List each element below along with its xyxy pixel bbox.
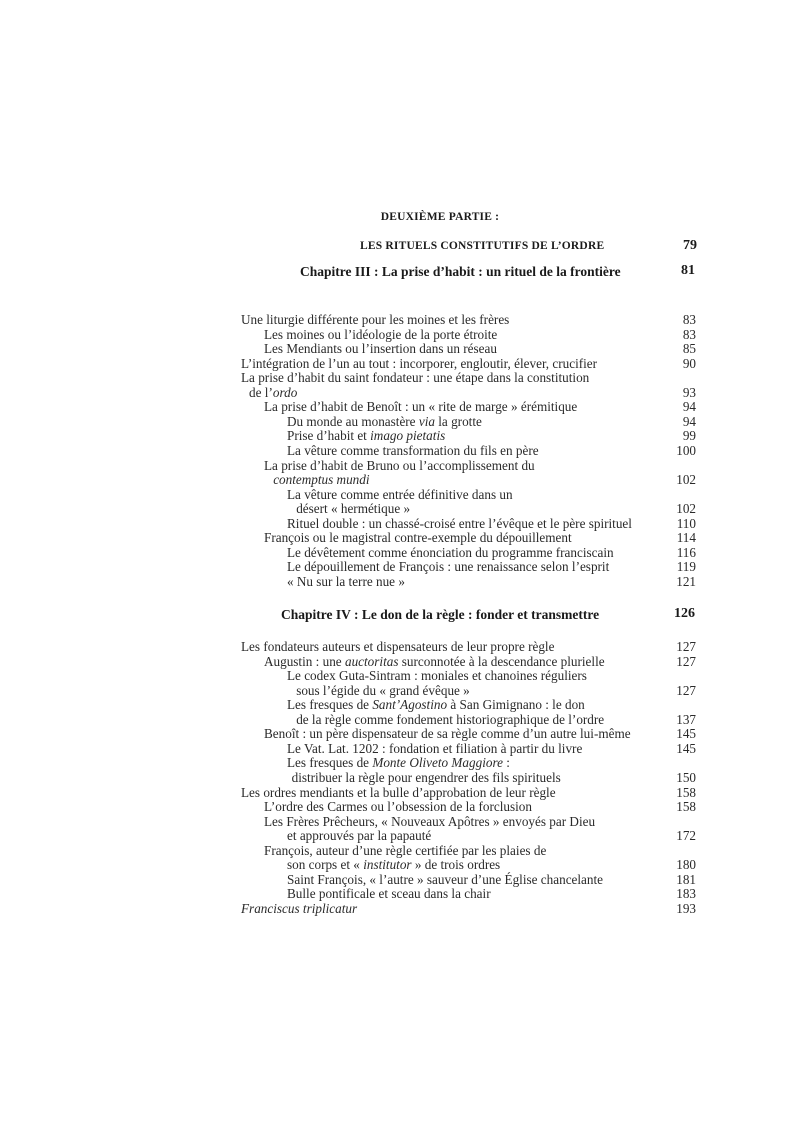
toc-entry-title — [296, 684, 470, 699]
toc-entry-title — [287, 873, 603, 888]
chapter-title: Chapitre IV : Le don de la règle : fonder et transmettre — [281, 607, 600, 622]
toc-entry — [0, 429, 800, 444]
toc-entry-text: La vêture comme entrée définitive dans un — [287, 486, 513, 502]
toc-entry-page: 102 — [676, 472, 696, 488]
toc-entry-title — [249, 386, 297, 401]
toc-entry-title — [296, 713, 604, 728]
toc-entry-title — [287, 546, 614, 561]
toc-entry-text: Les Frères Prêcheurs, « Nouveaux Apôtres » envoyés par Dieu — [264, 813, 596, 829]
toc-entry — [0, 640, 800, 655]
toc-entry-italic-text: ordo — [272, 384, 298, 400]
toc-entry-title — [287, 829, 431, 844]
toc-entry-text: François, auteur d’une règle certifiée par les plaies de — [264, 842, 547, 858]
toc-entry-page: 90 — [682, 355, 696, 371]
toc-entry-page: 114 — [676, 530, 696, 546]
toc-entry-page: 94 — [682, 413, 696, 429]
toc-entry-title — [264, 815, 595, 830]
toc-entry-page: 127 — [676, 653, 696, 669]
toc-entry — [0, 575, 800, 590]
toc-entry — [0, 531, 800, 546]
toc-entry-title — [287, 742, 582, 757]
toc-entry — [0, 844, 800, 859]
toc-entry-text: Bulle pontificale et sceau dans la chair — [287, 886, 491, 902]
toc-entry-text: Prise d’habit et — [287, 428, 371, 444]
toc-entry-text: Les Mendiants ou l’insertion dans un réseau — [264, 341, 497, 357]
toc-entry-italic-text: Franciscus triplicatur — [241, 900, 358, 916]
toc-entry — [0, 342, 800, 357]
toc-entry-text: » de trois ordres — [411, 857, 501, 873]
toc-entry-title — [273, 473, 369, 488]
toc-entry-title — [287, 756, 510, 771]
toc-entry-title — [287, 444, 539, 459]
toc-entry — [0, 800, 800, 815]
toc-entry-text: Le dévêtement comme énonciation du programme franciscain — [287, 544, 614, 560]
toc-entry-title — [241, 357, 597, 372]
toc-entry-text: surconnotée à la descendance plurielle — [398, 653, 605, 669]
part-page-number: 79 — [683, 238, 697, 253]
toc-entry-page: 172 — [676, 828, 696, 844]
toc-entry-text: Les fresques de — [287, 697, 373, 713]
toc-entry-title — [287, 560, 609, 575]
toc-entry — [0, 459, 800, 474]
toc-entry-title — [264, 844, 546, 859]
toc-entry-page: 180 — [676, 857, 696, 873]
toc-entry — [0, 815, 800, 830]
toc-entry-page: 85 — [682, 341, 696, 357]
toc-entry-page: 127 — [676, 682, 696, 698]
toc-entry-text: Du monde au monastère — [287, 413, 419, 429]
toc-entry — [0, 371, 800, 386]
toc-entry-italic-text: via — [418, 413, 435, 429]
toc-entry-title — [287, 429, 445, 444]
toc-entry-page: 93 — [682, 384, 696, 400]
toc-entry — [0, 502, 800, 517]
toc-entry-title — [287, 698, 585, 713]
toc-entry-text: L’ordre des Carmes ou l’obsession de la forclusion — [264, 799, 532, 815]
toc-entry — [0, 328, 800, 343]
toc-entry-title — [292, 771, 561, 786]
toc-entry-title — [287, 858, 500, 873]
toc-entry — [0, 473, 800, 488]
toc-entry — [0, 698, 800, 713]
toc-entry-text: son corps et « — [287, 857, 364, 873]
toc-entry-page: 102 — [676, 501, 696, 517]
toc-entry — [0, 546, 800, 561]
toc-entry-text: Les fondateurs auteurs et dispensateurs de leur propre règle — [241, 639, 555, 654]
toc-entry — [0, 313, 800, 328]
toc-entry-text: L’intégration de l’un au tout : incorporer, engloutir, élever, crucifier — [241, 355, 598, 371]
toc-entry-page: 193 — [676, 900, 696, 916]
chapter-page-number: 81 — [681, 263, 695, 278]
part-title: DEUXIÈME PARTIE : — [380, 211, 500, 223]
toc-entry — [0, 858, 800, 873]
toc-entry — [0, 742, 800, 757]
toc-entry-text: de l’ — [249, 384, 273, 400]
toc-entry-page: 94 — [682, 399, 696, 415]
toc-entry-text: : — [502, 755, 510, 771]
toc-entry-page: 116 — [676, 544, 696, 560]
toc-entry-title — [264, 328, 497, 343]
toc-entry-text: François ou le magistral contre-exemple du dépouillement — [264, 530, 572, 546]
toc-entry-title — [264, 655, 605, 670]
toc-entry-title — [287, 575, 405, 590]
toc-entry-title — [264, 727, 631, 742]
toc-entry-italic-text: Sant’Agostino — [372, 697, 448, 713]
toc-entry-page: 121 — [676, 573, 696, 589]
toc-entry-title — [287, 415, 482, 430]
toc-entry-title — [241, 313, 509, 328]
toc-entry-page: 119 — [676, 559, 696, 575]
toc-entry — [0, 873, 800, 888]
toc-entry-text: Les moines ou l’idéologie de la porte étroite — [264, 326, 498, 342]
toc-entry-page: 99 — [682, 428, 696, 444]
toc-entry — [0, 444, 800, 459]
toc-entry-page: 145 — [676, 740, 696, 756]
toc-entry-text: Les ordres mendiants et la bulle d’approbation de leur règle — [241, 784, 556, 800]
toc-entry-text: désert « hermétique » — [296, 501, 411, 517]
toc-entry-text: La prise d’habit de Benoît : un « rite de marge » érémitique — [264, 399, 578, 415]
toc-entry-page: 181 — [676, 871, 696, 887]
toc-entry-page: 83 — [682, 312, 696, 327]
chapter-page-number: 126 — [674, 606, 695, 621]
toc-entry-text: « Nu sur la terre nue » — [287, 573, 405, 589]
toc-entry-page: 127 — [676, 639, 696, 654]
toc-entry-title — [287, 517, 632, 532]
toc-entry-page: 137 — [676, 711, 696, 727]
toc-entry-page: 158 — [676, 799, 696, 815]
toc-entry-italic-text: institutor — [363, 857, 412, 873]
toc-entry-title — [287, 887, 491, 902]
toc-entry — [0, 488, 800, 503]
toc-entry-text: et approuvés par la papauté — [287, 828, 432, 844]
toc-entry-text: à San Gimignano : le don — [447, 697, 585, 713]
toc-entry-page: 145 — [676, 726, 696, 742]
toc-entry — [0, 517, 800, 532]
toc-entry-title — [241, 786, 556, 801]
toc-entry-title — [264, 400, 577, 415]
toc-entry — [0, 771, 800, 786]
toc-entry — [0, 829, 800, 844]
toc-entry — [0, 655, 800, 670]
toc-entry-text: Le Vat. Lat. 1202 : fondation et filiation à partir du livre — [287, 740, 583, 756]
toc-entry — [0, 786, 800, 801]
toc-entry-text: Augustin : une — [264, 653, 345, 669]
toc-entry — [0, 400, 800, 415]
toc-entry-italic-text: Monte Oliveto Maggiore — [372, 755, 503, 771]
toc-entry-text: La vêture comme transformation du fils en père — [287, 442, 539, 458]
toc-entry-page: 183 — [676, 886, 696, 902]
toc-entry-text: Saint François, « l’autre » sauveur d’une Église chancelante — [287, 871, 604, 887]
toc-entry — [0, 902, 800, 917]
toc-entry-title — [287, 669, 587, 684]
toc-entry — [0, 756, 800, 771]
toc-entry-title — [296, 502, 410, 517]
toc-entry — [0, 727, 800, 742]
toc-entry — [0, 684, 800, 699]
toc-entry-title — [287, 488, 513, 503]
toc-entry-title — [241, 640, 554, 655]
toc-entry-page: 110 — [676, 515, 696, 531]
toc-entry-page: 158 — [676, 784, 696, 800]
toc-entry-text: La prise d’habit du saint fondateur : une étape dans la constitution — [241, 370, 590, 386]
chapter-title: Chapitre III : La prise d’habit : un rituel de la frontière — [300, 264, 621, 279]
toc-entry-text: Benoît : un père dispensateur de sa règle comme d’un autre lui-même — [264, 726, 631, 742]
toc-entry — [0, 560, 800, 575]
toc-entry — [0, 357, 800, 372]
toc-entry — [0, 887, 800, 902]
toc-entry-title — [264, 342, 497, 357]
toc-entry-title — [264, 459, 535, 474]
toc-entry — [0, 713, 800, 728]
toc-entry — [0, 415, 800, 430]
toc-entry-italic-text: auctoritas — [344, 653, 399, 669]
part-subtitle: LES RITUELS CONSTITUTIFS DE L’ORDRE — [360, 240, 605, 252]
toc-entry-text: la grotte — [434, 413, 482, 429]
toc-entry-text: La prise d’habit de Bruno ou l’accomplissement du — [264, 457, 535, 473]
toc-entry-text: sous l’égide du « grand évêque » — [296, 682, 470, 698]
toc-entry — [0, 669, 800, 684]
toc-entry-title — [264, 800, 532, 815]
toc-entry-italic-text: contemptus mundi — [273, 472, 370, 488]
toc-entry — [0, 386, 800, 401]
toc-entry-text: Rituel double : un chassé-croisé entre l’évêque et le père spirituel — [287, 515, 632, 531]
toc-entry-title — [241, 902, 357, 917]
toc-entry-page: 83 — [682, 326, 696, 342]
toc-entry-italic-text: imago pietatis — [370, 428, 446, 444]
toc-entry-text: Les fresques de — [287, 755, 373, 771]
toc-entry-text: Une liturgie différente pour les moines et les frères — [241, 312, 510, 327]
toc-entry-text: Le dépouillement de François : une renaissance selon l’esprit — [287, 559, 610, 575]
toc-entry-text: distribuer la règle pour engendrer des fils spirituels — [291, 769, 561, 785]
toc-entry-page: 150 — [676, 769, 696, 785]
toc-entry-text: de la règle comme fondement historiographique de l’ordre — [296, 711, 605, 727]
toc-entry-title — [241, 371, 589, 386]
toc-entry-text: Le codex Guta-Sintram : moniales et chanoines réguliers — [287, 668, 587, 684]
toc-entry-page: 100 — [676, 442, 696, 458]
toc-entry-title — [264, 531, 572, 546]
